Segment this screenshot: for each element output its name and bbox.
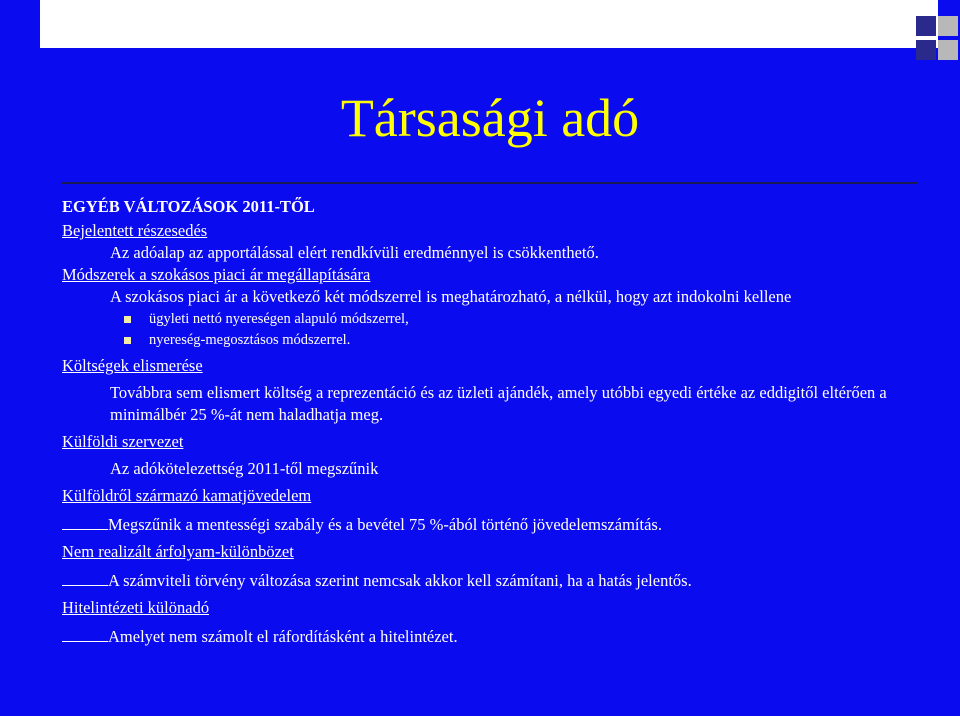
list-item-label: nyereség-megosztásos módszerrel. xyxy=(149,332,351,348)
decoration-square xyxy=(938,16,958,36)
square-bullet-icon xyxy=(124,337,131,344)
section-title-kamatjovedelem[interactable]: Külföldről származó kamatjövedelem xyxy=(62,486,312,505)
blank-line xyxy=(62,571,108,586)
section-row-arfolyam xyxy=(62,570,900,592)
section-title-koltsegek[interactable]: Költségek elismerése xyxy=(62,356,203,375)
blank-line xyxy=(62,627,108,642)
list-item-label: ügyleti nettó nyereségen alapuló módszerrel, xyxy=(149,311,409,327)
section-text-kulfoldi-szervezet: Az adókötelezettség 2011-től megszűnik xyxy=(110,459,379,478)
section-title-arfolyam[interactable]: Nem realizált árfolyam-különbözet xyxy=(62,542,294,561)
section-title-kulonado[interactable]: Hitelintézeti különadó xyxy=(62,598,210,617)
section-title-kulfoldi-szervezet[interactable]: Külföldi szervezet xyxy=(62,432,184,451)
section-title-bejelentett[interactable]: Bejelentett részesedés xyxy=(62,221,208,240)
slide-content xyxy=(62,196,900,648)
title-divider xyxy=(62,182,917,184)
decoration-square xyxy=(916,16,936,36)
section-row-kulonado xyxy=(62,626,900,648)
slide-title: Társasági adó xyxy=(340,88,640,148)
section-heading: EGYÉB VÁLTOZÁSOK 2011-TŐL xyxy=(62,197,315,216)
decoration-square xyxy=(938,40,958,60)
section-title-modszerek[interactable]: Módszerek a szokásos piaci ár megállapítására xyxy=(62,265,371,284)
square-bullet-icon xyxy=(124,316,131,323)
section-text-kamatjovedelem: Megszűnik a mentességi szabály és a bevétel 75 %-ából történő jövedelemszámítás. xyxy=(108,515,662,534)
section-row-kamatjovedelem xyxy=(62,514,900,536)
section-text-kulonado: Amelyet nem számolt el ráfordításként a hitelintézet. xyxy=(108,627,458,646)
blank-line xyxy=(62,515,108,530)
decoration-square xyxy=(916,40,936,60)
section-text-koltsegek: Továbbra sem elismert költség a reprezentáció és az üzleti ajándék, amely utóbbi egyedi értéke az eddigitől eltérően a minimálbér 25 %-át nem haladhatja meg. xyxy=(110,383,887,424)
section-text-modszerek: A szokásos piaci ár a következő két módszerrel is meghatározható, a nélkül, hogy azt indokolni kellene xyxy=(110,287,792,306)
section-text-bejelentett: Az adóalap az apportálással elért rendkívüli eredménnyel is csökkenthető. xyxy=(110,243,599,262)
list-item xyxy=(62,310,900,329)
section-text-arfolyam: A számviteli törvény változása szerint nemcsak akkor kell számítani, ha a hatás jelentős. xyxy=(108,571,692,590)
header-decoration-bar xyxy=(37,0,938,48)
corner-decoration xyxy=(0,0,40,56)
list-item xyxy=(62,331,900,350)
